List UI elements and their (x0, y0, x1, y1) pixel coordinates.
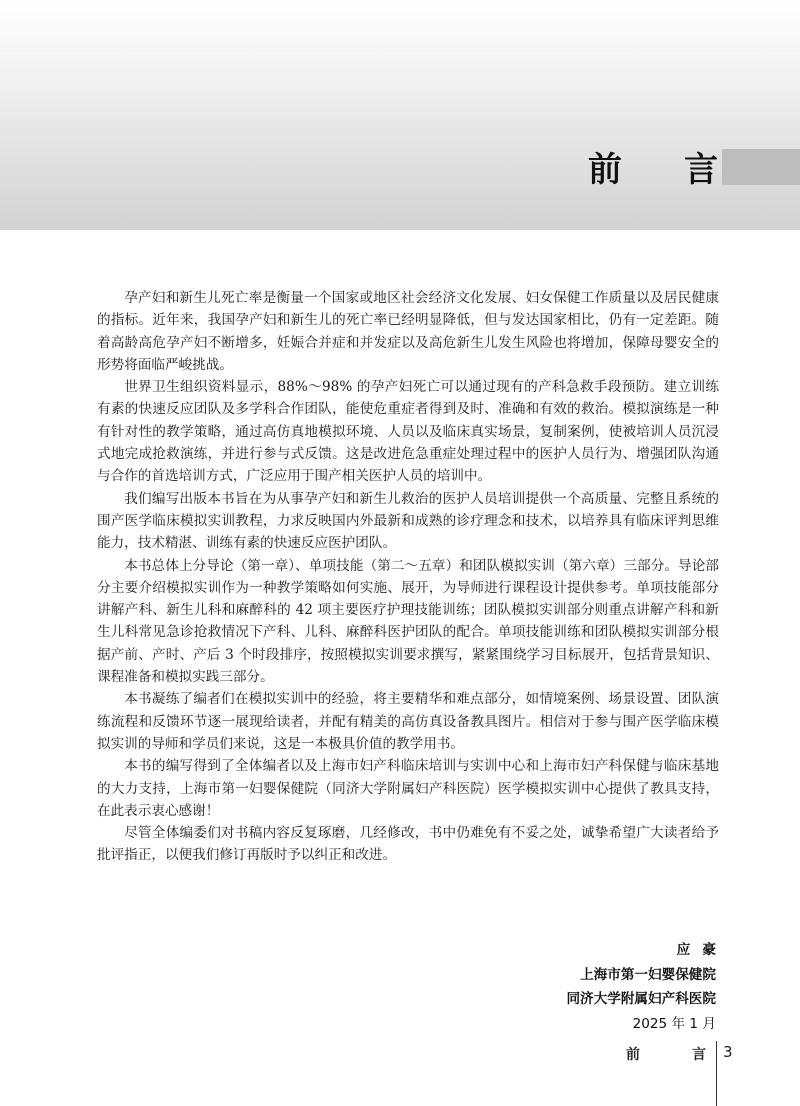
paragraph: 本书总体上分导论（第一章）、单项技能（第二～五章）和团队模拟实训（第六章）三部分。导论部分主要介绍模拟实训作为一种教学策略如何实施、展开，为导师进行课程设计提供参考。单项技能部分讲解产科、新生儿科和麻醉科的 42 项主要医疗护理技能训练；团队模拟实训部分则重点讲解产科和新生儿科常见急诊抢救情况下产科、儿科、麻醉科医护团队的配合。单项技能训练和团队模拟实训部分根据产前、产时、产后 3 个时段排序，按照模拟实训要求撰写，紧紧围绕学习目标展开，包括背景知识、课程准备和模拟实践三部分。 (97, 557, 719, 686)
paragraph: 我们编写出版本书旨在为从事孕产妇和新生儿救治的医护人员培训提供一个高质量、完整且系统的围产医学临床模拟实训教程，力求反映国内外最新和成熟的诊疗理念和技术，以培养具有临床评判思维能力，技术精湛、训练有素的快速反应医护团队。 (97, 490, 719, 552)
signature-org-1: 上海市第一妇婴保健院 (580, 966, 716, 983)
signature-block (566, 938, 729, 1036)
paragraph: 本书的编写得到了全体编者以及上海市妇产科临床培训与实训中心和上海市妇产科保健与临床基地的大力支持，上海市第一妇婴保健院（同济大学附属妇产科医院）医学模拟实训中心提供了教具支持，在此表示衷心感谢！ (97, 758, 719, 819)
signature-org-2: 同济大学附属妇产科医院 (566, 991, 716, 1007)
footer-label-char-1: 前 (626, 1047, 640, 1063)
page-number: 3 (723, 1043, 733, 1061)
header-band (0, 0, 800, 230)
paragraph: 世界卫生组织资料显示，88%～98% 的孕产妇死亡可以通过现有的产科急救手段预防。建立训练有素的快速反应团队及多学科合作团队，能使危重症者得到及时、准确和有效的救治。模拟演练是一种有针对性的教学策略，通过高仿真地模拟环境、人员以及临床真实场景，复制案例，使被培训人员沉浸式地完成抢救演练，并进行参与式反馈。这是改进危急重症处理过程中的医护人员行为、增强团队沟通与合作的首选培训方式，广泛应用于围产相关医护人员的培训中。 (97, 379, 719, 485)
footer-label-char-2: 言 (692, 1047, 706, 1063)
footer-divider (716, 1041, 717, 1106)
chapter-title-char-2: 言 (684, 149, 718, 190)
paragraph: 尽管全体编委们对书稿内容反复琢磨，几经修改，书中仍难免有不妥之处，诚挚希望广大读者给予批评指正，以便我们修订再版时予以纠正和改进。 (97, 825, 719, 864)
header-accent-bar (722, 149, 800, 185)
chapter-title (588, 140, 718, 192)
preface-body (97, 287, 719, 867)
signature-date: 2025 年 1 月 (632, 1015, 716, 1032)
signature-author: 应豪 (676, 942, 729, 958)
paragraph: 孕产妇和新生儿死亡率是衡量一个国家或地区社会经济文化发展、妇女保健工作质量以及居民健康的指标。近年来，我国孕产妇和新生儿的死亡率已经明显降低，但与发达国家相比，仍有一定差距。随着高龄高危孕产妇不断增多，妊娠合并症和并发症以及高危新生儿发生风险也将增加，保障母婴安全的形势将面临严峻挑战。 (97, 290, 719, 373)
chapter-title-char-1: 前 (588, 149, 622, 190)
paragraph: 本书凝练了编者们在模拟实训中的经验，将主要精华和难点部分，如情境案例、场景设置、团队演练流程和反馈环节逐一展现给读者，并配有精美的高仿真设备教具图片。相信对于参与围产医学临床模拟实训的导师和学员们来说，这是一本极具价值的教学用书。 (97, 691, 719, 752)
running-footer-label (626, 1044, 706, 1064)
